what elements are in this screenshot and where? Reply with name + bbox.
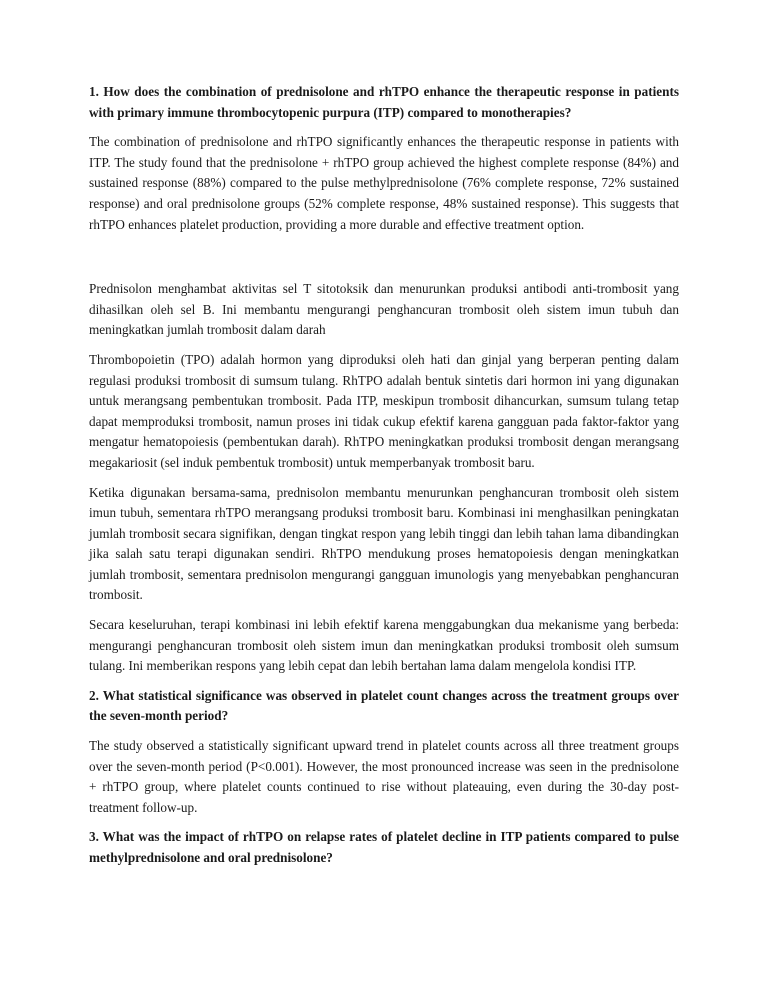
answer-2-paragraph: The study observed a statistically significant upward trend in platelet counts across all three treatment groups over the seven-month period (P<0.001). However, the most pronounced increase was seen in the prednisolone + rhTPO group, where platelet counts continued to rise without plateauing, even during the 30-day post-treatment follow-up. <box>89 738 679 815</box>
answer-1-paragraph: The combination of prednisolone and rhTPO significantly enhances the therapeutic response in patients with ITP. The study found that the prednisolone + rhTPO group achieved the highest complete response (84%) and sustained response (88%) compared to the pulse methylprednisolone (76% complete response, 72% sustained response) and oral prednisolone groups (52% complete response, 48% sustained response). This suggests that rhTPO enhances platelet production, providing a more durable and effective treatment option. <box>89 134 679 232</box>
explanation-paragraph-summary: Secara keseluruhan, terapi kombinasi ini lebih efektif karena menggabungkan dua mekanisme yang berbeda: mengurangi penghancuran trombosit oleh sistem imun dan meningkatkan produksi trombosit oleh sumsum tulang. Ini memberikan respons yang lebih cepat dan lebih bertahan lama dalam mengelola kondisi ITP. <box>89 617 679 674</box>
explanation-paragraph-thrombopoietin: Thrombopoietin (TPO) adalah hormon yang diproduksi oleh hati dan ginjal yang berperan penting dalam regulasi produksi trombosit di sumsum tulang. RhTPO adalah bentuk sintetis dari hormon ini yang digunakan untuk merangsang pembentukan trombosit. Pada ITP, meskipun trombosit dihancurkan, sumsum tulang tetap dapat memproduksi trombosit, namun proses ini tidak cukup efektif karena gangguan pada faktor-faktor yang mengatur hematopoiesis (pembentukan darah). RhTPO meningkatkan produksi trombosit dengan merangsang megakariosit (sel induk pembentuk trombosit) untuk memperbanyak trombosit baru. <box>89 351 679 470</box>
explanation-paragraph-combination: Ketika digunakan bersama-sama, prednisolon membantu menurunkan penghancuran trombosit oleh sistem imun tubuh, sementara rhTPO merangsang produksi trombosit baru. Kombinasi ini menghasilkan peningkatan jumlah trombosit secara signifikan, dengan tingkat respon yang lebih tinggi dan lebih tahan lama dibandingkan jika salah satu terapi digunakan sendiri. RhTPO mendukung proses hematopoiesis dengan meningkatkan jumlah trombosit, sementara prednisolon mengurangi gangguan imunologis yang menyebabkan penghancuran trombosit. <box>89 484 679 603</box>
question-2-heading: 2. What statistical significance was observed in platelet count changes across the treatment groups over the seven-month period? <box>89 687 679 724</box>
explanation-paragraph-prednisolon: Prednisolon menghambat aktivitas sel T sitotoksik dan menurunkan produksi antibodi anti-trombosit yang dihasilkan oleh sel B. Ini membantu mengurangi penghancuran trombosit oleh sistem imun tubuh dan meningkatkan jumlah trombosit dalam darah <box>89 281 679 338</box>
document-page <box>89 82 679 869</box>
question-1-heading: 1. How does the combination of prednisolone and rhTPO enhance the therapeutic response in patients with primary immune thrombocytopenic purpura (ITP) compared to monotherapies? <box>89 84 679 120</box>
question-3-heading: 3. What was the impact of rhTPO on relapse rates of platelet decline in ITP patients compared to pulse methylprednisolone and oral prednisolone? <box>89 829 679 865</box>
